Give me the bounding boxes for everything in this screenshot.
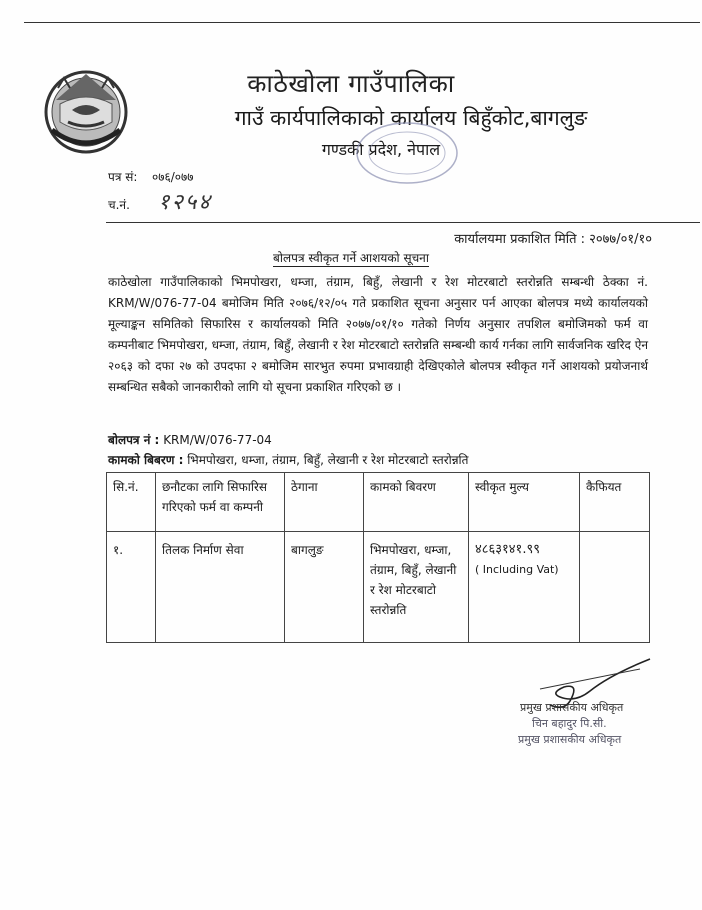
office-stamp-icon [352,118,462,188]
col-header-price: स्वीकृत मुल्य [469,473,580,532]
chalani-value: १२५४ [158,190,212,215]
col-header-address: ठेगाना [285,473,364,532]
chalani-label: च.नं. [108,198,130,212]
province-line: गण्डकी प्रदेश, नेपाल [321,140,441,159]
table-header-row [107,473,650,532]
award-table [106,472,650,643]
cell-remarks [580,532,650,643]
table-row [107,532,650,643]
work-description-label: कामको बिबरण : [108,453,184,467]
work-description-line [108,451,469,468]
col-header-work: कामको बिवरण [364,473,469,532]
cell-address: बागलुङ [285,532,364,643]
bid-number-line [108,431,272,448]
patra-value: ०७६/०७७ [152,170,194,184]
bid-number-label: बोलपत्र नं : [108,433,160,447]
cell-work: भिमपोखरा, धम्जा, तंग्राम, बिहुँ, लेखानी र रेश मोटरबाटो स्तरोन्नति [364,532,469,643]
notice-subject-text: बोलपत्र स्वीकृत गर्ने आशयको सूचना [273,251,429,265]
price-note: ( Including Vat) [475,563,559,576]
patra-label: पत्र सं: [108,170,138,184]
published-date: कार्यालयमा प्रकाशित मिति : २०७७/०१/१० [454,232,652,247]
bid-number-value: KRM/W/076-77-04 [163,433,272,447]
signer-title: प्रमुख प्रशासकीय अधिकृत [520,701,624,714]
notice-subject [0,249,702,266]
cell-firm: तिलक निर्माण सेवा [156,532,285,643]
col-header-sn: सि.नं. [107,473,156,532]
cell-sn: १. [107,532,156,643]
top-rule [24,22,700,23]
work-description-value: भिमपोखरा, धम्जा, तंग्राम, बिहुँ, लेखानी र रेश मोटरबाटो स्तरोन्नति [187,453,469,467]
office-name: काठेखोला गाउँपालिका [247,69,455,98]
price-value: ४८६३१४१.९९ [475,542,540,557]
notice-body: काठेखोला गाउँपालिकाको भिमपोखरा, धम्जा, तंग्राम, बिहुँ, लेखानी र रेश मोटरबाटो स्तरोन्नति सम्बन्धी ठेक्का नं. KRM/W/076-77-04 बमोजिम मिति २०७६/१२/०५ गते प्रकाशित सूचना अनुसार पर्न आएका बोलपत्र मध्ये कार्यालयको मूल्याङ्कन समितिको सिफारिस र कार्यालयको मिति २०७७/०१/१० गतेको निर्णय अनुसार तपशिल बमोजिमको फर्म वा कम्पनीबाट भिमपोखरा, धम्जा, तंग्राम, बिहुँ, लेखानी र रेश मोटरबाटो स्तरोन्नति सम्बन्धी कार्य गर्नका लागि सार्वजनिक खरिद ऐन २०६३ को दफा २७ को उपदफा २ बमोजिम सारभुत रुपमा प्रभावग्राही देखिएकोले बोलपत्र स्वीकृत गर्ने आशयको प्रयोजनार्थ सम्बन्धित सबैको जानकारीको लागि यो सूचना प्रकाशित गरिएको छ । [108,275,648,394]
office-subtitle: गाउँ कार्यपालिकाको कार्यालय बिहुँकोट,बागलुङ [234,106,588,130]
signer-name: चिन बहादुर पि.सी. [532,717,607,730]
cell-price [469,532,580,643]
header-rule [106,222,700,223]
signer-stamp-title: प्रमुख प्रशासकीय अधिकृत [518,733,622,746]
col-header-remarks: कैफियत [580,473,650,532]
col-header-firm: छनौटका लागि सिफारिस गरिएको फर्म वा कम्पनी [156,473,285,532]
